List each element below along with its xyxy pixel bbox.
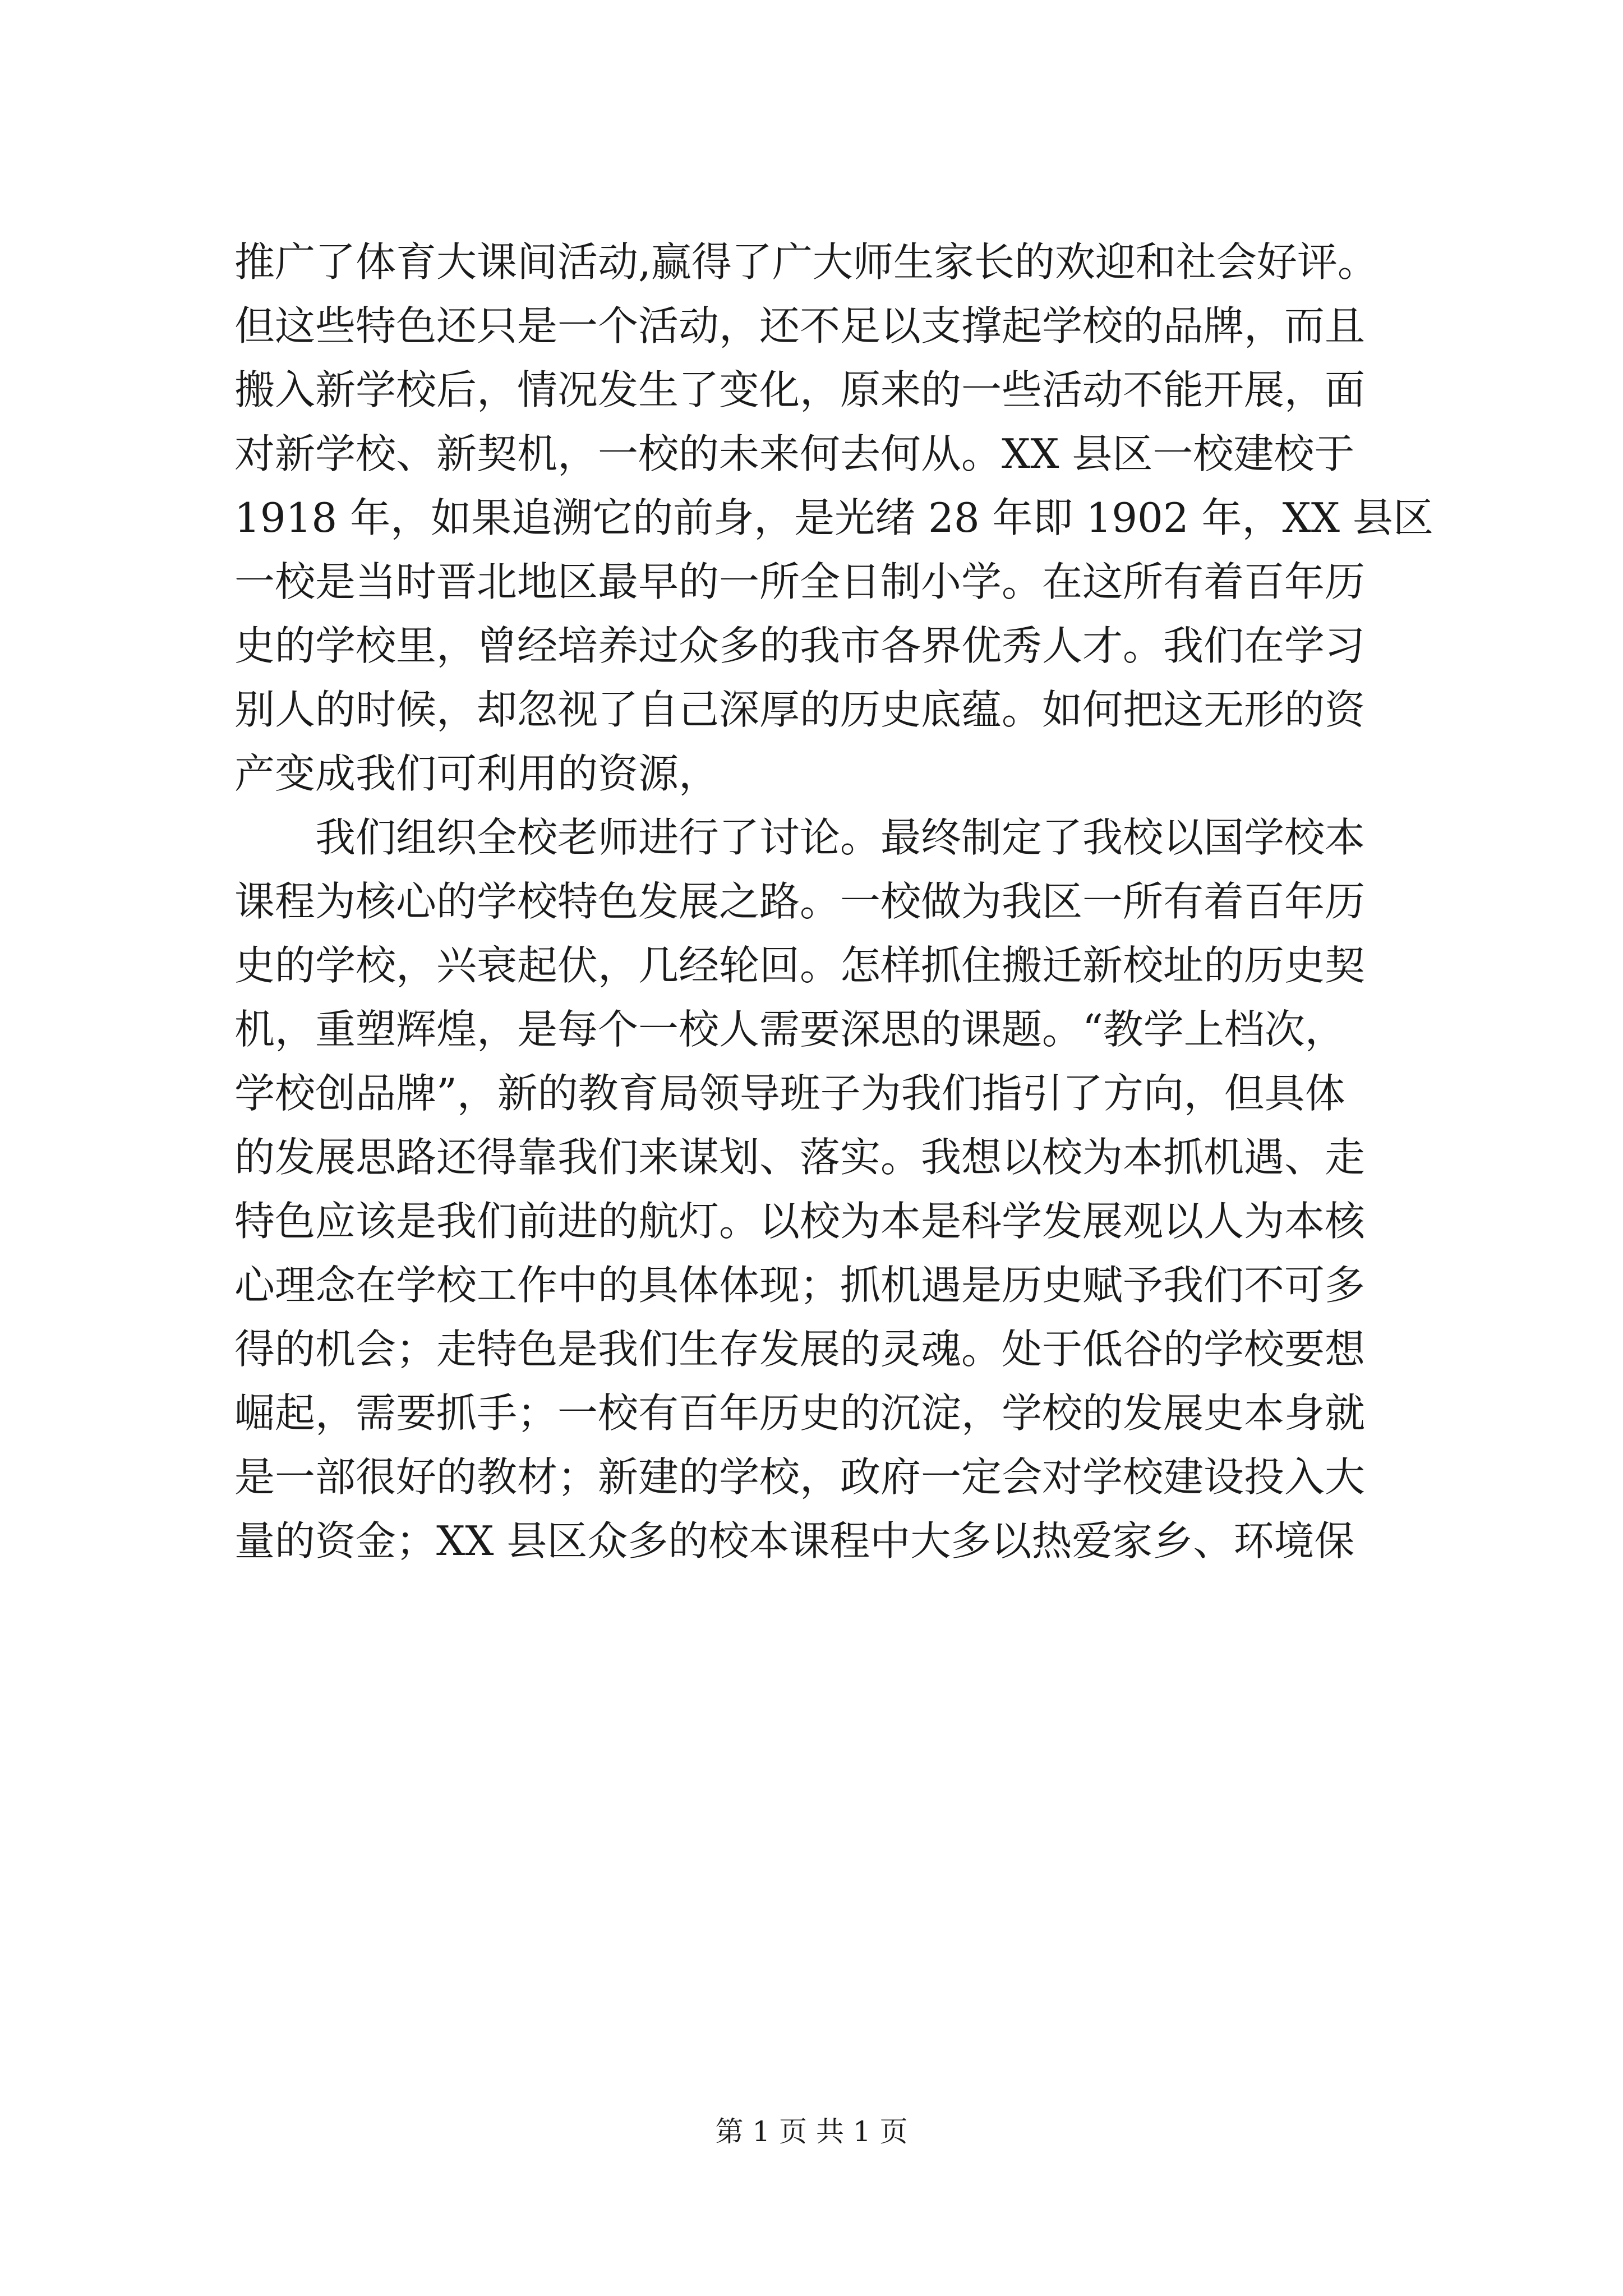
- text-line: 是一部很好的教材；新建的学校，政府一定会对学校建设投入大: [234, 1453, 1366, 1501]
- text-line: 机，重塑辉煌，是每个一校人需要深思的课题。“教学上档次，: [234, 1006, 1345, 1053]
- text-line: 得的机会；走特色是我们生存发展的灵魂。处于低谷的学校要想: [234, 1326, 1366, 1373]
- text-line: 一校是当时晋北地区最早的一所全日制小学。在这所有着百年历: [234, 558, 1366, 605]
- text-line: 产变成我们可利用的资源，: [234, 750, 720, 797]
- body-text: [234, 230, 1446, 1573]
- text-line: 史的学校，兴衰起伏，几经轮回。怎样抓住搬迁新校址的历史契: [234, 942, 1366, 989]
- text-line: 特色应该是我们前进的航灯。以校为本是科学发展观以人为本核: [234, 1198, 1366, 1245]
- page-footer: [0, 2109, 1623, 2150]
- page-number-label: 第 1 页 共 1 页: [715, 2115, 908, 2148]
- text-line: 1918 年，如果追溯它的前身，是光绪 28 年即 1902 年，XX 县区: [234, 494, 1433, 541]
- text-line: 课程为核心的学校特色发展之路。一校做为我区一所有着百年历: [234, 878, 1366, 925]
- text-line: 史的学校里，曾经培养过众多的我市各界优秀人才。我们在学习: [234, 622, 1366, 669]
- text-line: 心理念在学校工作中的具体体现；抓机遇是历史赋予我们不可多: [234, 1262, 1366, 1309]
- text-line: 学校创品牌”，新的教育局领导班子为我们指引了方向，但具体: [234, 1070, 1345, 1117]
- text-line: 推广了体育大课间活动,赢得了广大师生家长的欢迎和社会好评。: [234, 238, 1378, 286]
- text-line: 别人的时候，却忽视了自己深厚的历史底蕴。如何把这无形的资: [234, 686, 1366, 733]
- text-line: 我们组织全校老师进行了讨论。最终制定了我校以国学校本: [234, 814, 1366, 861]
- text-line: 量的资金；XX 县区众多的校本课程中大多以热爱家乡、环境保: [234, 1517, 1355, 1565]
- text-line: 但这些特色还只是一个活动，还不足以支撑起学校的品牌，而且: [234, 302, 1366, 349]
- text-line: 崛起，需要抓手；一校有百年历史的沉淀，学校的发展史本身就: [234, 1389, 1366, 1437]
- text-line: 对新学校、新契机，一校的未来何去何从。XX 县区一校建校于: [234, 430, 1355, 477]
- text-line: 搬入新学校后，情况发生了变化，原来的一些活动不能开展，面: [234, 366, 1366, 413]
- text-line: 的发展思路还得靠我们来谋划、落实。我想以校为本抓机遇、走: [234, 1134, 1366, 1181]
